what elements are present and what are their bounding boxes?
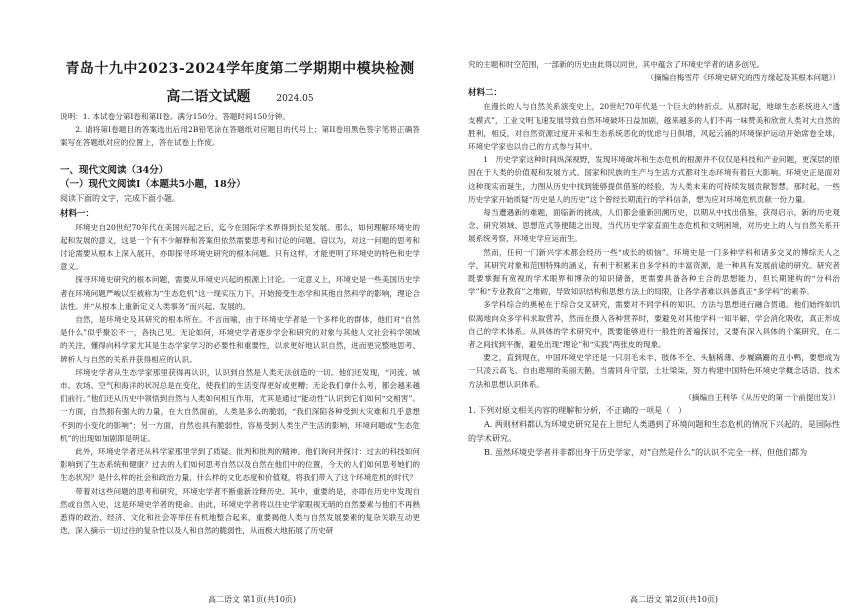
source-citation: （摘编自王利华《从历史的第一个前提出发》） (684, 392, 840, 402)
paragraph-continuation: 究的主题和时空范围，一部新的历史由此得以同世，其中蕴含了环境史学者的诸多创见。 (468, 60, 765, 69)
paragraph: 多学科综合的奥秘在于综合交叉研究，需要对不同学科的知识、方法与思想进行融合贯通。他们始终如饥似渴地向众多学科求取营养，然而在摄入各种营养时，要避免对其他学科一知半解，学会消化吸收，真正形成自己的学术体系。从具体的学术研究中，既要能够进行一般性的普遍探讨，又要有深入具体的个案研究，在二者之间找到平衡，避免出现“理论”和“实践”两张皮的现象。 (468, 300, 840, 350)
paragraph: 在漫长的人与自然关系演变史上，20世纪70年代是一个巨大的转折点。从那时起，地球生态系统进入“透支模式”，工业文明飞速发展导致自然环境破坏日益加剧，越来越多的人们不再一味赞美和欣赏人类对大自然的胜利，相反，对自然资源过度开采和生态系统恶化的忧虑与日俱增，风起云涌的环境保护运动开始席卷全球，环境史学家也以自己的方式参与其中。 (468, 102, 840, 152)
option-b: B. 虽然环境史学者并非都出身于历史学家，对“自然是什么”的认识不完全一样，但他们都为 (484, 448, 808, 458)
subject-title: 高二语文试题 (166, 89, 251, 105)
page-right (430, 0, 860, 609)
paragraph: 探寻环境史研究的根本问题，需要从环境史兴起的根源上讨论。一定意义上，环境史是一些美国历史学者在环境问题严峻以至被称为“生态危机”这一现实压力下，开始接受生态学和其他自然科学的影响，理论合法性。并“从根本上重新定义人类事务”而兴起、发展的。 (60, 275, 420, 311)
paragraph: 此外，环境史学者还从科学家那里学到了质疑、批判和批判的精神。他们询问并探讨：过去的科技如何影响到了生态系统和健康？过去的人们如何思考自然以及自然在他们中的位置，今天的人们如何思考她们的生态状况？是什么样的社会和政治力量，什么样的文化态度和价值观，将我们带入了这个环境危机的时代？ (60, 447, 420, 483)
material-one-label: 材料一： (60, 208, 95, 219)
option-a: A. 两则材料都认为环境史研究是在上世纪人类遇到了环境问题和生态危机的情况下兴起的，是国际性的学术研究。 (468, 420, 840, 444)
section-heading: 一、现代文阅读（34分） (60, 164, 169, 176)
page-footer: 高二语文 第1页(共10页) (208, 595, 297, 604)
paragraph: 带着对这些问题的思考和研究，环境史学者不断重新诠释历史。其中，重要的是，亦即在历史中发现自然或自然入史，这是环境史学者的使命。由此，环境史学者将以往史学家眼视无暗的自然要素与他们不再熟悉得的政治、经济、文化和社会等举任有机地整合起来，重要揭他人类与自然发展要素的复杂关联互动更迭，深入摘示一切过往的复杂性以及人和自然的脆弱性，从而极大地拓展了历史研 (60, 486, 420, 536)
subsection-heading: （一）现代文阅读I（本题共5小题，18分） (60, 178, 246, 190)
page-footer: 高二语文 第2页(共10页) (630, 595, 719, 604)
paragraph: 自然，是环境史及其研究的根本所在。不言而喻，由于环境史学者是一个多样化的群体，他们对“自然是什么”似乎聚讼不一，各执己见。无论如何，环境史学者逐步学会和研究的对象与其他人文社会科学领域的关注，懂得向科学家尤其是生态学家学习的必要性和重要性，以求更好地认识自然，进而更完整地思考、辨析人与自然的关系并获得相应的认识。 (60, 315, 420, 364)
paragraph: 1 历史学家这种时间纵深视野，发现环境破坏和生态危机的根源并不仅仅是科技和产业问题，更深层的原因在于人类的价值观和发展方式。国家和民族的生产与生活方式都对生态环境有着巨大影响。环境史正是面对这种现实而诞生，力图从历史中找到能够提供借鉴的经验，为人类未来的可持续发展贡献智慧。那时起，一些历史学家开始质疑“历史是人的历史”这个曾经长期流行的学科信条，想为应对环境危机贡献一份力量。 (468, 155, 840, 204)
paragraph: 要之，直到现在，中国环境史学还是一只羽毛未丰、肢体不全、头脑稀薄、步履蹒跚的丑小鸭，要想成为一只凌云高飞、自由遨翔的美丽天鹅，当需同舟守望，土壮梁柒，努力构建中国特色环境史学概念话语、技术方法和思想认识体系。 (468, 353, 840, 389)
paragraph: 环境史学者从生态学家那里获得再认识，认识到自然是人类无法创造的一切。他们还发现，“河流、城市、农场、空气和海洋的状况总是在变化，使我们的生活变得更好或更糟；无论我们拿什么考，都会越来越们前行。”他们还从历史中领悟到自然与人类如何相互作用，尤其是通过“能动性”认识到它们如何“交相害”。一方面，自然拥有强大的力量，在大自然面前，人类是多么的脆弱，“我们深陷各种受到大灾难和几乎意想不到的小变化的影响”；另一方面，自然也具有脆弱性，容易受到人类生产生活的影响，环境问题或“生态危机”的出现如加剧即是明证。 (60, 367, 420, 443)
source-citation: （摘编自梅雪芹《环境史研究的西方缘起及其根本问题》） (646, 73, 840, 83)
exam-title: 青岛十九中2023-2024学年度第二学期期中模块检测 (65, 61, 415, 77)
question-1: 1. 下列对原文相关内容的理解和分析，不正确的一项是（ ） (468, 406, 687, 416)
instructions (60, 110, 420, 150)
paragraph: 环境史自20世纪70年代在美国兴起之后，迄今在国际学术界得到长足发展。那么，如何理解环境史的起和发展的意义，这是一个有不少解释和答案但依然需要思考和讨论的问题。窃以为，对这一问题的思考和讨论需要从根本上深入展开，亦即探寻环境史研究的根本问题。只有这样，才能更明了环境史的特色和史学意义。 (60, 222, 420, 272)
material-two-label: 材料二： (468, 88, 503, 99)
reading-instruction: 阅读下面的文字，完成下面小题。 (60, 193, 180, 203)
paragraph: 每当遭遇新的难题，面临新的挑战，人们都会重新回溯历史，以期从中找出借鉴，获得启示，新的历史观念、研究领域、思想范式等便随之出现，当代历史学家直面生态危机和文明困境，对历史上的人与自然关系开展系统考察，环境史学应运而生。 (468, 208, 840, 244)
paragraph: 然而，任何一门新兴学术都会经历一些“成长的烦恼”。环境史是一门多种学科和诸多交叉的博综天人之学，其研究对象和范围特殊的涵义，有利于积累来自多学科的丰富资源，是一种具有发展前途的研究。研究者既要掌握有宽视的学术眼界和博杂的知识储备，更需要具备各种主合的思想能力，但长期建构的“分科治学”和“专业教育”之堆砌，导致知识结构和思想方法上的局限，让各学者难以具备真正“多学科”的素养。 (468, 247, 840, 297)
exam-date: 2024.05 (276, 94, 314, 104)
exam-subtitle (60, 86, 420, 106)
note-1: 说明：1. 本试卷分第I卷和第II卷。满分150分。答题时间150分钟。 (60, 112, 290, 121)
note-2: 2. 请将第I卷题目的答案选出后用2B铅笔涂在答题纸对应题目的代号上；第II卷用黑色签字笔将正确答案写在答题纸对应的位置上，答在试卷上作废。 (60, 125, 420, 148)
